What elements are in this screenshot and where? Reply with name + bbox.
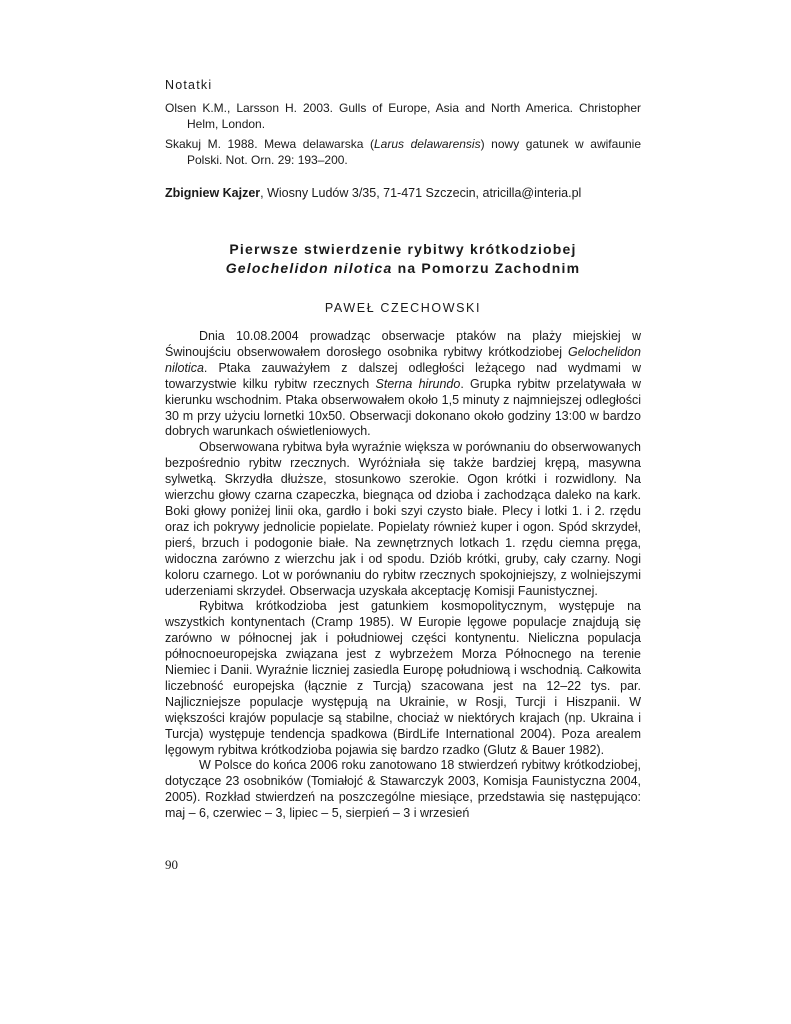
article-title-rest: na Pomorzu Zachodnim — [392, 260, 581, 276]
reference-olsen — [165, 100, 641, 132]
article-author: PAWEŁ CZECHOWSKI — [324, 301, 482, 315]
article-title-species: Gelochelidon nilotica — [225, 260, 393, 276]
article-body — [165, 329, 641, 822]
paragraph: Obserwowana rybitwa była wyraźnie większa w porównaniu do obserwowanych bezpośrednio rybitw rzecznych. Wyróżniała się także bardziej krępą, masywna sylwetką. Skrzydła dłuższe, stosunkowo szerokie. Ogon krótki i rozwidlony. Na wierzchu głowy czarna czapeczka, biegnąca od dzioba i zachodząca daleko na kark. Boki głowy poniżej linii oka, gardło i boki szyi czysto białe. Plecy i lotki 1. i 2. rzędu oraz ich pokrywy jednolicie popielate. Popielaty również kuper i ogon. Spód skrzydeł, pierś, brzuch i podogonie białe. Na zewnętrznych lotkach 1. rzędu ciemna pręga, widoczna zarówno z wierzchu jak i od spodu. Dziób krótki, gruby, cały czarny. Nogi koloru czarnego. Lot w porównaniu do rybitw rzecznych spokojniejszy, z wolniejszymi uderzeniami skrzydeł. Obserwacja uzyskała akceptację Komisji Faunistycznej. — [165, 440, 641, 598]
paragraph-text: . Ptaka zauważyłem z dalszej odległości leżącego nad wydmami w towarzystwie kilku rybitw rzecznych — [165, 360, 641, 391]
reference-text: Olsen K.M., Larsson H. 2003. Gulls of Europe, Asia and North America. Christopher Helm, London. — [165, 101, 641, 131]
species-name: Sterna hirundo — [375, 376, 461, 391]
paragraph-text: . Grupka rybitw przelatywała w kierunku wschodnim. Ptaka obserwowałem około 1,5 minuty z najmniejszej odległości 30 m przy użyciu lornetki 10x50. Obserwacji dokonano około godziny 13:00 w bardzo dobrych warunkach oświetleniowych. — [165, 376, 641, 439]
reference-species: Larus delawarensis — [373, 137, 481, 151]
reference-skakuj — [165, 136, 641, 168]
reference-text: Skakuj M. 1988. Mewa delawarska ( — [165, 137, 374, 151]
reference-text: ) nowy gatunek w awifaunie Polski. Not. Orn. 29: 193–200. — [187, 137, 642, 167]
article-title-line2 — [165, 259, 641, 278]
section-header: Notatki — [165, 78, 213, 92]
previous-author-address: , Wiosny Ludów 3/35, 71-471 Szczecin, atricilla@interia.pl — [260, 186, 582, 200]
previous-author-line — [165, 186, 641, 200]
article-title-line1: Pierwsze stwierdzenie rybitwy krótkodziobej — [229, 241, 577, 257]
article-title — [165, 240, 641, 278]
page-number: 90 — [165, 857, 178, 872]
page-content — [165, 78, 641, 822]
paragraph: W Polsce do końca 2006 roku zanotowano 18 stwierdzeń rybitwy krótkodziobej, dotyczące 23 osobników (Tomiałojć & Stawarczyk 2003, Komisja Faunistyczna 2004, 2005). Rozkład stwierdzeń na poszczególne miesiące, przedstawia się następująco: maj – 6, czerwiec – 3, lipiec – 5, sierpień – 3 i wrzesień — [165, 758, 641, 821]
paragraph: Rybitwa krótkodzioba jest gatunkiem kosmopolitycznym, występuje na wszystkich kontynentach (Cramp 1985). W Europie lęgowe populacje znajdują się zarówno w północnej jak i południowej części kontynentu. Nieliczna populacja północnoeuropejska związana jest z wybrzeżem Morza Północnego na terenie Niemiec i Danii. Wyraźnie liczniej zasiedla Europę południową i wschodnią. Całkowita liczebność europejska (łącznie z Turcją) szacowana jest na 12–22 tys. par. Najliczniejsze populacje występują na Ukrainie, w Rosji, Turcji i Hiszpanii. W większości krajów populacje są stabilne, chociaż w niektórych krajach (np. Ukraina i Turcja) występuje tendencja spadkowa (BirdLife International 2004). Poza arealem lęgowym rybitwa krótkodzioba pojawia się bardzo rzadko (Glutz & Bauer 1982). — [165, 599, 641, 757]
species-name: Gelochelidon nilotica — [165, 344, 641, 375]
previous-author-name: Zbigniew Kajzer — [165, 186, 261, 200]
paragraph — [165, 329, 641, 440]
paragraph-text: Dnia 10.08.2004 prowadząc obserwacje ptaków na plaży miejskiej w Świnoujściu obserwowałem dorosłego osobnika rybitwy krótkodziobej — [165, 329, 641, 359]
